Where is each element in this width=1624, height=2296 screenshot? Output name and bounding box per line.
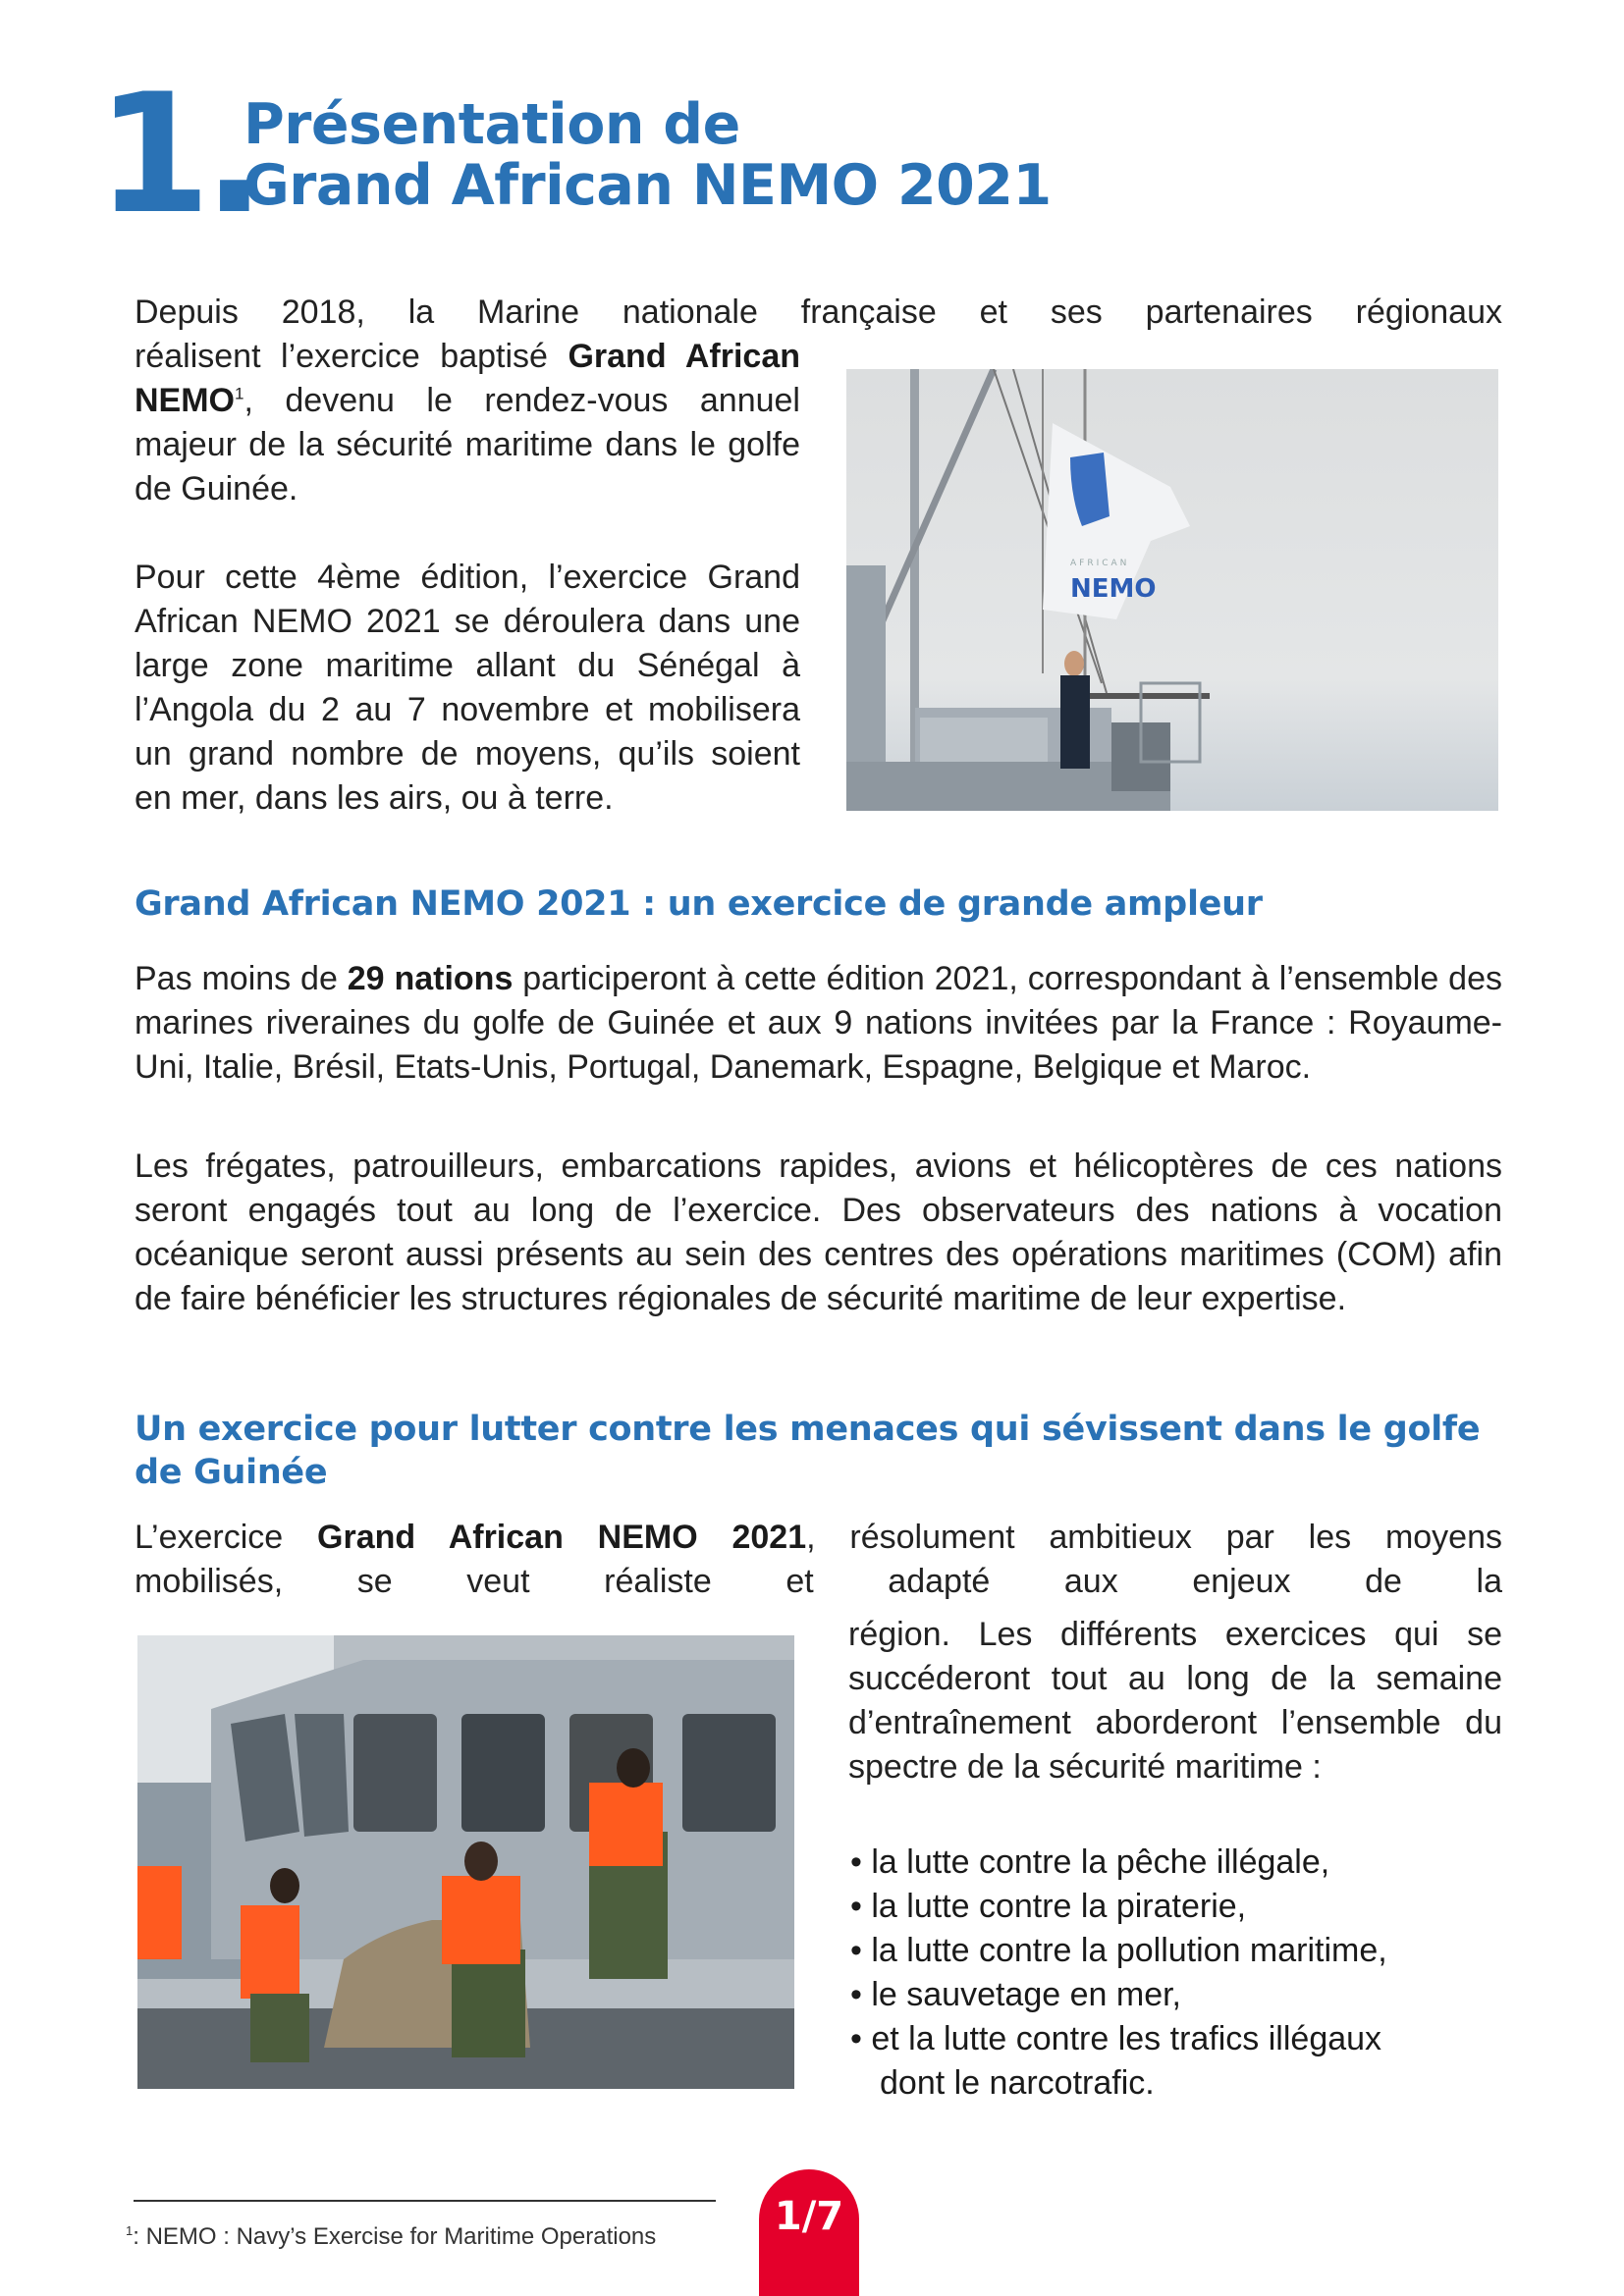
intro-p1-bold: Grand African NEMO xyxy=(135,338,801,419)
list-item: • et la lutte contre les trafics illégaux xyxy=(850,2020,1382,2057)
section2-p1-text: Pas moins de xyxy=(135,960,348,997)
section3-p1-rest: , résolument ambitieux par les moyens xyxy=(806,1519,1502,1556)
footnote-text: : NEMO : Navy’s Exercise for Maritime Operations xyxy=(133,2223,657,2250)
title-line-2: Grand African NEMO 2021 xyxy=(244,153,1052,218)
list-item: dont le narcotrafic. xyxy=(880,2064,1155,2102)
photo-boarding-team-image xyxy=(137,1635,794,2089)
page-title xyxy=(244,94,1052,216)
photo-boarding-team xyxy=(137,1635,794,2089)
footnote-number: 1 xyxy=(126,2223,134,2238)
photo-flag-raising xyxy=(846,369,1498,811)
section-heading-scale: Grand African NEMO 2021 : un exercice de grande ampleur xyxy=(135,884,1263,924)
flag-subtext: AFRICAN xyxy=(1070,559,1130,568)
section2-paragraph-2: Les frégates, patrouilleurs, embarcations rapides, avions et hélicoptères de ces nations seront engagés tout au long de l’exercice. Des observateurs des nations à vocation océanique seront aussi présents au sein des centres des opérations maritimes (COM) afin de faire bénéficier les structures régionales de sécurité maritime de leur expertise. xyxy=(135,1148,1502,1317)
section3-line-2: mobilisés, se veut réaliste et adapté aux enjeux de la xyxy=(135,1563,1502,1600)
intro-p1-text: réalisent l’exercice baptisé xyxy=(135,338,568,375)
intro-line-1: Depuis 2018, la Marine nationale française et ses partenaires régionaux xyxy=(135,294,1502,331)
intro-paragraph-2: Pour cette 4ème édition, l’exercice Grand African NEMO 2021 se déroulera dans une large zone maritime allant du Sénégal à l’Angola du 2 au 7 novembre et mobilisera un grand nombre de moyens, qu’ils soient en mer, dans les airs, ou à terre. xyxy=(135,559,800,817)
footnote-ref: 1 xyxy=(235,384,244,403)
list-item: • la lutte contre la pollution maritime, xyxy=(850,1932,1387,1969)
intro-p1-rest: , devenu le rendez-vous annuel majeur de la sécurité maritime dans le golfe de Guinée. xyxy=(135,382,800,507)
section-number: 1. xyxy=(96,58,258,250)
section2-paragraph-1 xyxy=(135,957,1502,1090)
flag-text: NEMO xyxy=(1070,574,1157,604)
list-item: • le sauvetage en mer, xyxy=(850,1976,1181,2013)
threats-list xyxy=(850,1841,1387,2106)
photo-flag-raising-image xyxy=(846,369,1498,811)
footnote-divider xyxy=(134,2200,716,2202)
section3-p1-text: L’exercice xyxy=(135,1519,318,1556)
section2-p1-rest: participeront à cette édition 2021, correspondant à l’ensemble des marines riveraines du golfe de Guinée et aux 9 nations invitées par la France : Royaume-Uni, Italie, Brésil, Etats-Unis, Portugal, Danemark, Espagne, Belgique et Maroc. xyxy=(135,960,1502,1086)
section3-line-1 xyxy=(135,1516,1502,1560)
section-heading-threats: Un exercice pour lutter contre les menaces qui sévissent dans le golfe de Guinée xyxy=(135,1410,1481,1492)
intro-paragraph-1 xyxy=(135,335,800,511)
section3-paragraph-continued: région. Les différents exercices qui se succéderont tout au long de la semaine d’entraînement aborderont l’ensemble du spectre de la sécurité maritime : xyxy=(848,1616,1502,1786)
list-item: • la lutte contre la piraterie, xyxy=(850,1888,1247,1925)
list-item: • la lutte contre la pêche illégale, xyxy=(850,1843,1330,1881)
title-line-1: Présentation de xyxy=(244,92,740,157)
section3-p1-bold: Grand African NEMO 2021 xyxy=(317,1519,807,1556)
page-number-badge: 1/7 xyxy=(759,2169,859,2296)
footnote xyxy=(126,2223,656,2251)
nations-count: 29 nations xyxy=(347,960,514,997)
